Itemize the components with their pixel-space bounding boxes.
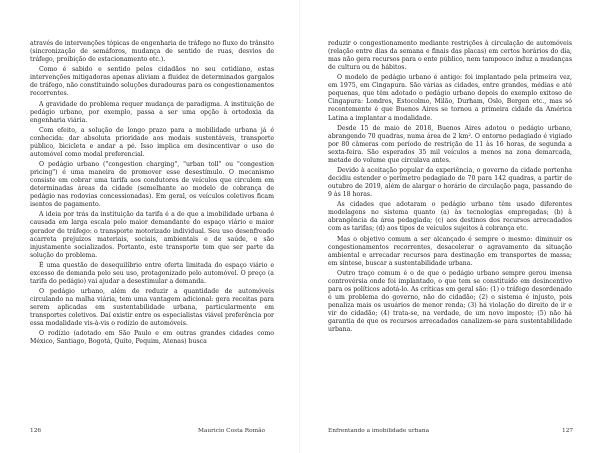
paragraph: Desde 15 de maio de 2018, Buenos Aires adotou o pedágio urbano, abrangendo 70 quadras, numa área de 2 km². O entorno pedagiado é vigiado por 80 câmeras com período de restrição de 11 às 16 horas, de segunda a sexta-feira. São esperados 35 mil veículos a menos na zona demarcada, metade do volume que circulava antes. <box>328 124 572 164</box>
paragraph: A ideia por trás da instituição da tarifa é a de que a imobilidade urbana é causada em larga escala pelo maior demandante do espaço viário e maior gerador de tráfego: o transporte motorizado individual. Seu uso desenfreado acarreta prejuízos materiais, sociais, ambientais e de saúde, e são injustamente socializados. Portanto, este transporte tem que ser parte da solução do problema. <box>30 211 274 259</box>
paragraph: através de intervenções tópicas de engenharia de tráfego no fluxo do trânsito (sincronização de semáforos, mudança de sentido de ruas, desvios de tráfego, proibição de estacionamento etc.). <box>30 40 274 64</box>
left-text-column <box>30 40 274 349</box>
paragraph: Outro traço comum é o de que o pedágio urbano sempre gerou imensa controvérsia onde foi implantado, o que tem se constituído em desincentivo para os políticos adotá-lo. As críticas em geral são: (1) o tráfego desordenado é um problema do governo, não do cidadão; (2) o sistema é injusto, pois penaliza mais os usuários de menor renda; (3) há violação do direito de ir e vir do cidadão; (4) trata-se, na verdade, de um novo imposto; (5) não há garantia de que os recursos arrecadados canalizem-se para sustentabilidade urbana. <box>328 269 572 334</box>
paragraph: Como é sabido e sentido pelos cidadãos no seu cotidiano, estas intervenções mitigadoras apenas aliviam a fluidez de determinados gargalos de tráfego, não constituindo soluções duradouras para os congestionamentos recorrentes. <box>30 66 274 98</box>
paragraph: reduzir o congestionamento mediante restrições à circulação de automóveis (relação entre dias da semana e finais das placas) em certos horários do dia, mas não gera recursos para o ente público, nem tampouco induz a mudanças de cultura ou de hábitos. <box>328 40 572 72</box>
paragraph: Mas o objetivo comum a ser alcançado é sempre o mesmo: diminuir os congestionamentos recorrentes, desacelerar o agravamento da situação ambiental e arrecadar recursos para destinação em transportes de massa; em síntese, buscar a sustentabilidade urbana. <box>328 235 572 267</box>
paragraph: É uma questão de desequilíbrio entre oferta limitada do espaço viário e excesso de demanda pelo seu uso, protagonizado pelo automóvel. O preço (a tarifa do pedágio) vai ajudar a desestimular a demanda. <box>30 261 274 285</box>
paragraph: O pedágio urbano ("congestion charging", "urban toll" ou "congestion pricing") é uma maneira de promover esse desestímulo. O mecanismo consiste em cobrar uma tarifa aos condutores de veículos que circulem em determinadas áreas da cidade (semelhante ao modelo de cobrança de pedágio nas rodovias concessionadas). Em geral, os veículos coletivos ficam isentos de pagamento. <box>30 161 274 209</box>
paragraph: As cidades que adotaram o pedágio urbano têm usado diferentes modelagens no sistema quanto (a) às tecnologias empregadas; (b) à abrangência da área pedagiada; (c) aos destinos dos recursos arrecadados com as tarifas; (d) aos tipos de veículos sujeitos à cobrança etc. <box>328 201 572 233</box>
paragraph: Com efeito, a solução de longo prazo para a mobilidade urbana já é conhecida: dar absoluta prioridade aos modais sustentáveis, transporte público, bicicleta e andar a pé. Isso implica em desincentivar o uso de automóvel como modal preferencial. <box>30 126 274 158</box>
page-number-right: 127 <box>562 428 574 434</box>
right-text-column <box>328 40 572 336</box>
paragraph: O rodízio (adotado em São Paulo e em outras grandes cidades como México, Santiago, Bogotá, Quito, Pequim, Atenas) busca <box>30 330 274 346</box>
page-number-left: 126 <box>30 428 42 434</box>
paragraph: Devido à aceitação popular da experiência, o governo da cidade portenha decidiu estender o perímetro pedagiado de 70 para 142 quadras, a partir de outubro de 2019, além de alargar o horário de circulação paga, passando de 9 às 18 horas. <box>328 166 572 199</box>
running-title: Enfrentando a imobilidade urbana <box>328 428 430 434</box>
right-page <box>300 0 600 453</box>
paragraph: O modelo de pedágio urbano é antigo: foi implantado pela primeira vez, em 1975, em Cingapura. São várias as cidades, entre grandes, médias e até pequenas, que têm adotado o pedágio urbano depois do exemplo exitoso de Cingapura: Londres, Estocolmo, Milão, Durham, Oslo, Bergen etc., mas só recentemente é que Buenos Aires se tornou a primeira cidade da América Latina a implantar a modalidade. <box>328 74 572 122</box>
paragraph: O pedágio urbano, além de reduzir a quantidade de automóveis circulando na malha viária, tem uma vantagem adicional: gera receitas para serem aplicadas em sustentabilidade urbana, particularmente em transportes coletivos. Daí existir entre os especialistas viável preferência por essa modalidade vis-à-vis o rodízio de automóveis. <box>30 288 274 328</box>
paragraph: A gravidade do problema requer mudança de paradigma. A instituição de pedágio urbano, por exemplo, passa a ser uma opção à ortodoxia da engenharia viária. <box>30 100 274 124</box>
author-name: Mauricio Costa Romão <box>198 428 266 434</box>
